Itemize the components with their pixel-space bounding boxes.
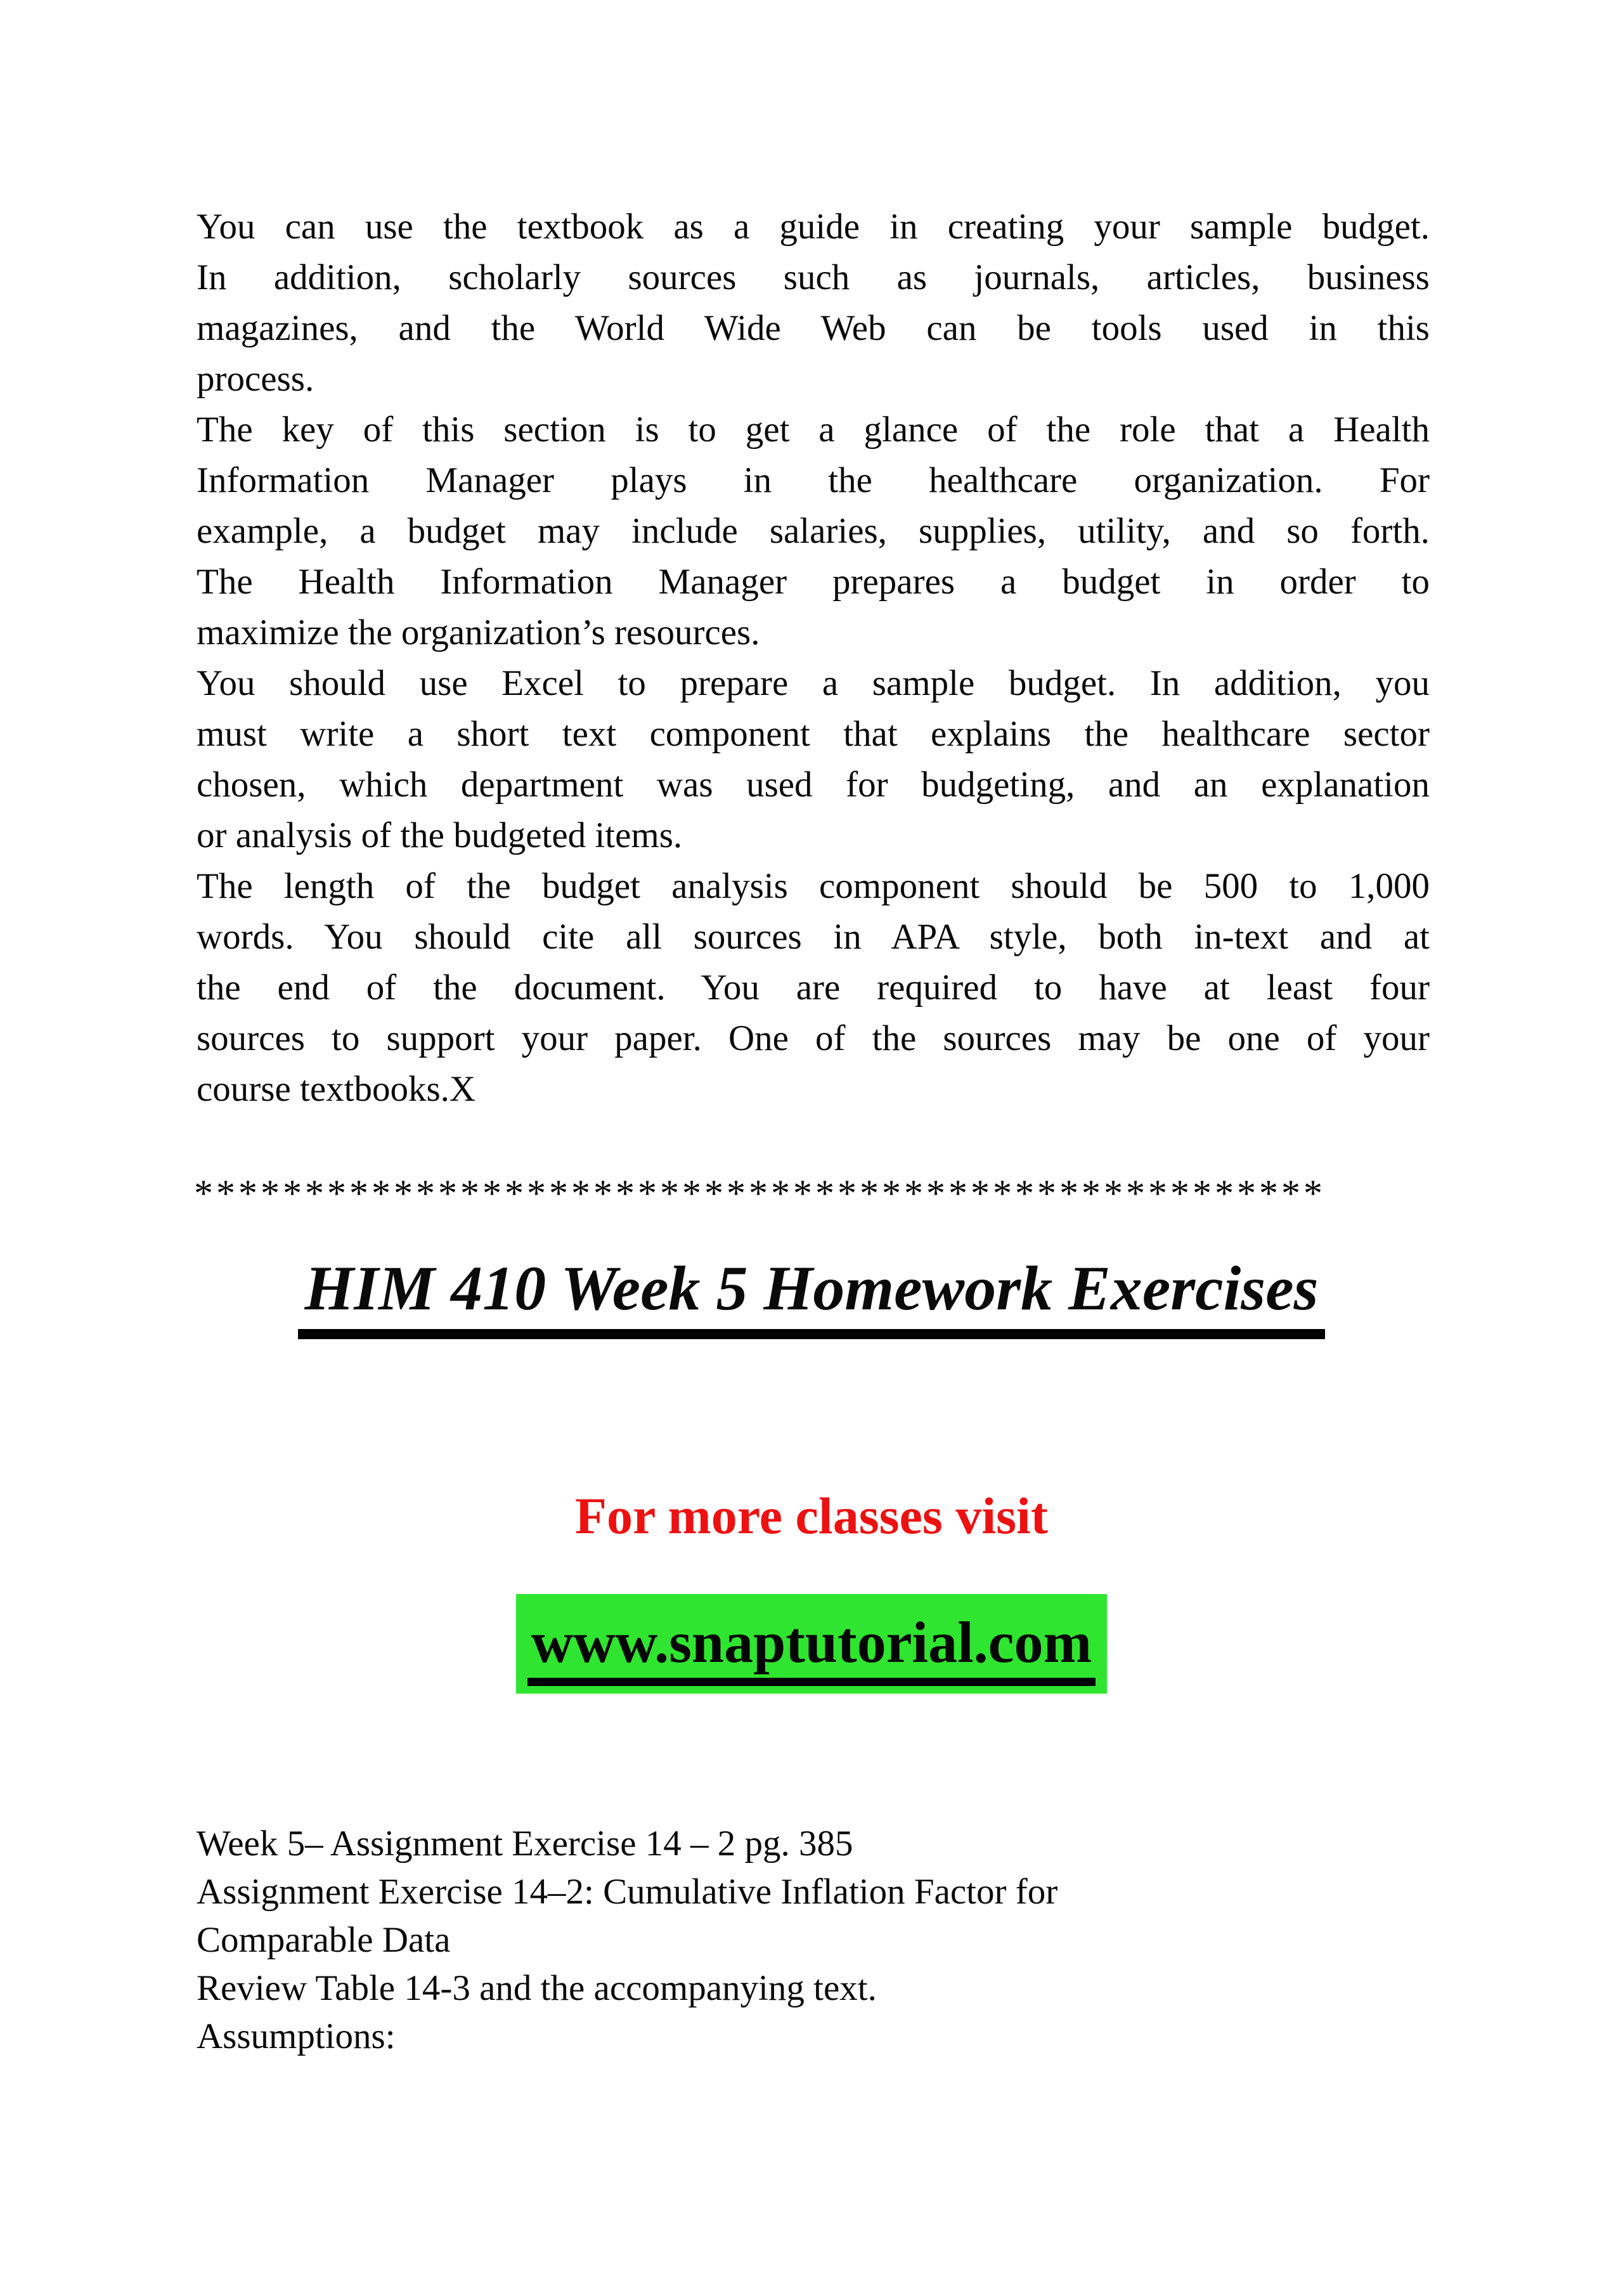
body-text-line: maximize the organization’s resources.: [197, 613, 760, 652]
body-text-line: magazines, and the World Wide Web can be tools used in this: [197, 308, 1430, 348]
body-text-line: chosen, which department was used for budgeting, and an explanation: [197, 765, 1430, 805]
body-text-line: In addition, scholarly sources such as journals, articles, business: [197, 257, 1430, 297]
assignment-text-line: Assumptions:: [197, 2016, 396, 2056]
body-text-line: words. You should cite all sources in APA style, both in-text and at: [197, 917, 1430, 957]
body-text-line: or analysis of the budgeted items.: [197, 815, 683, 855]
url-row: [0, 1594, 1623, 1694]
body-text-line: course textbooks.X: [197, 1069, 476, 1109]
body-text-line: process.: [197, 359, 314, 399]
body-text-line: must write a short text component that explains the healthcare sector: [197, 714, 1430, 754]
assignment-text-line: Review Table 14-3 and the accompanying text.: [197, 1968, 877, 2008]
assignment-text-line: Week 5– Assignment Exercise 14 – 2 pg. 385: [197, 1824, 853, 1864]
body-text-line: The key of this section is to get a glance of the role that a Health: [197, 410, 1430, 450]
heading-row: [0, 1255, 1623, 1339]
body-text-line: sources to support your paper. One of the sources may be one of your: [197, 1018, 1430, 1058]
asterisk-separator: ***************************************************: [194, 1172, 1326, 1214]
snaptutorial-link[interactable]: www.snaptutorial.com: [527, 1612, 1096, 1686]
body-text-line: The Health Information Manager prepares a budget in order to: [197, 562, 1430, 602]
body-text-line: You should use Excel to prepare a sample budget. In addition, you: [197, 663, 1430, 703]
promo-visit-text: For more classes visit: [574, 1487, 1049, 1545]
assignment-text-line: Assignment Exercise 14–2: Cumulative Inflation Factor for: [197, 1872, 1058, 1912]
body-text-line: Information Manager plays in the healthcare organization. For: [197, 460, 1430, 500]
body-text-line: the end of the document. You are required to have at least four: [197, 968, 1430, 1008]
promo-row: [0, 1487, 1623, 1545]
assignment-text-line: Comparable Data: [197, 1920, 451, 1960]
body-text-line: example, a budget may include salaries, supplies, utility, and so forth.: [197, 511, 1430, 551]
body-text-block: [197, 202, 1430, 1115]
body-text-line: The length of the budget analysis component should be 500 to 1,000: [197, 866, 1430, 906]
page-title: HIM 410 Week 5 Homework Exercises: [298, 1255, 1324, 1339]
body-text-line: You can use the textbook as a guide in creating your sample budget.: [197, 207, 1430, 247]
url-highlight: [516, 1594, 1107, 1694]
assignment-text-block: [197, 1820, 1534, 2061]
